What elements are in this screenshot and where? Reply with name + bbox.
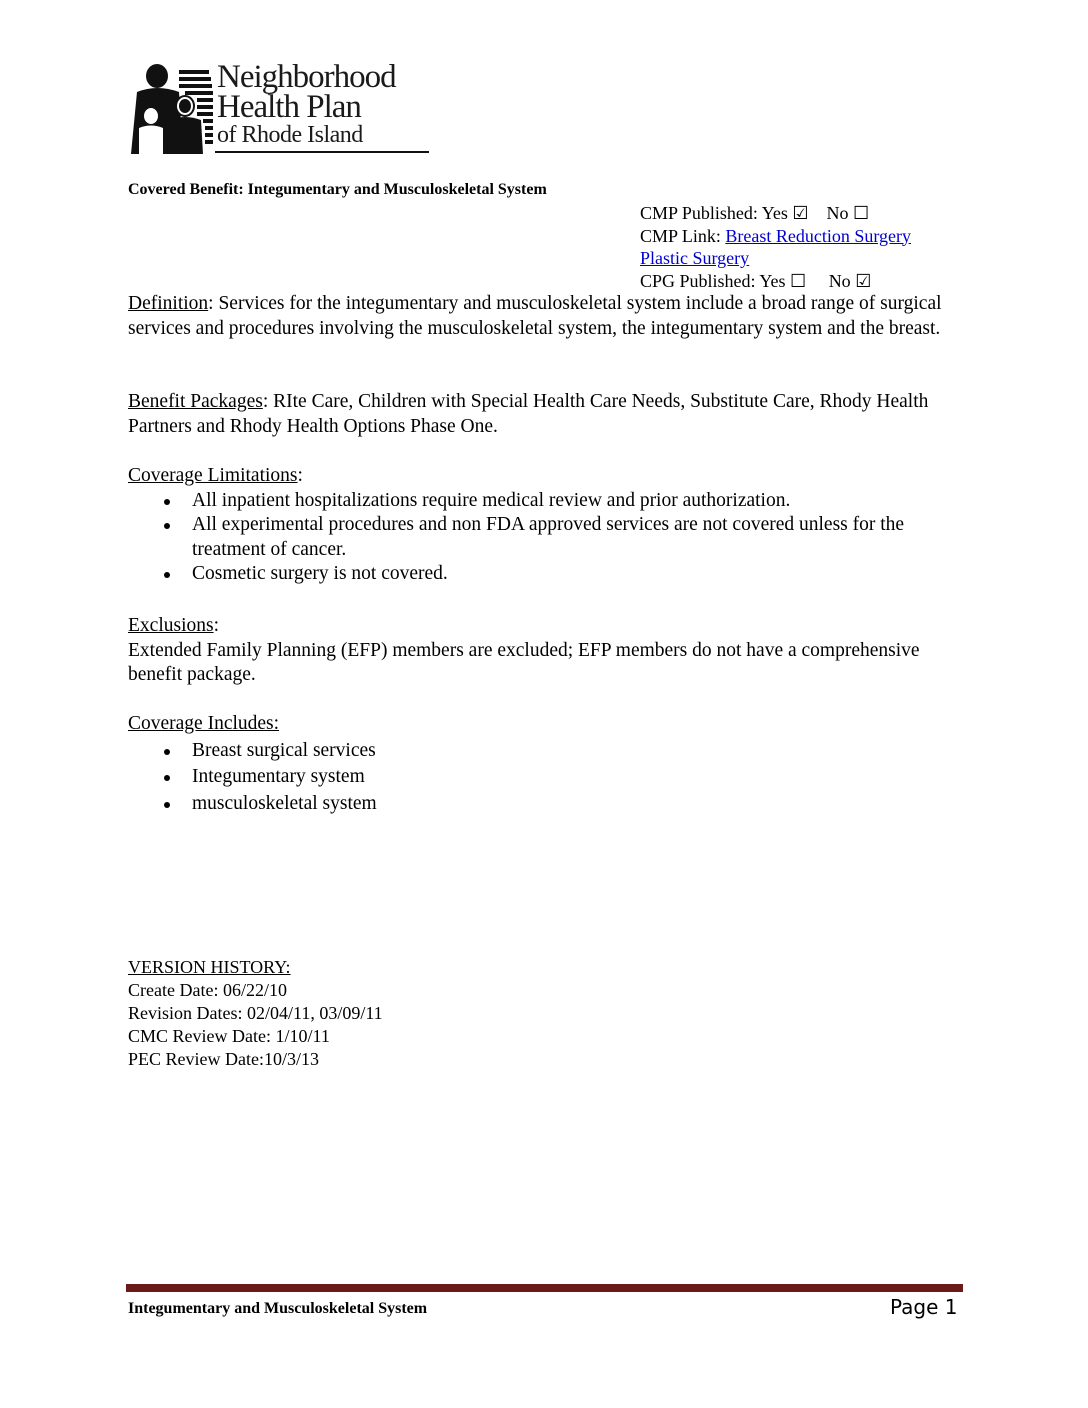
exclusions-heading-line	[128, 614, 958, 639]
cpg-published-line	[640, 270, 911, 293]
cmp-published-label: CMP Published: Yes	[640, 203, 788, 223]
family-silhouette-icon	[127, 62, 215, 154]
list-item: Cosmetic surgery is not covered.	[128, 562, 958, 587]
version-history-line: PEC Review Date:10/3/13	[128, 1049, 319, 1069]
footer-title: Integumentary and Musculoskeletal System	[128, 1300, 428, 1317]
definition-section	[128, 292, 958, 341]
exclusions-colon: :	[213, 615, 220, 636]
coverage-limitations-colon: :	[297, 465, 303, 486]
logo-line-2: Health Plan	[217, 89, 361, 125]
definition-text: : Services for the integumentary and musculoskeletal system include a broad range of surgical services and procedures involving the musculoskeletal system, the integumentary system and the breast.	[128, 293, 942, 339]
coverage-limitations-heading: Coverage Limitations	[128, 465, 298, 486]
list-item: All inpatient hospitalizations require medical review and prior authorization.	[128, 489, 958, 514]
version-history-section	[128, 956, 383, 1071]
benefit-packages-heading: Benefit Packages	[128, 391, 263, 412]
logo-line-1: Neighborhood	[217, 59, 396, 95]
version-history-line: Revision Dates: 02/04/11, 03/09/11	[128, 1003, 383, 1023]
footer-divider	[126, 1284, 963, 1292]
benefit-packages-text: : RIte Care, Children with Special Health Care Needs, Substitute Care, Rhody Health Partners and Rhody Health Options Phase One.	[128, 391, 929, 437]
version-history-line: CMC Review Date: 1/10/11	[128, 1026, 330, 1046]
list-item: musculoskeletal system	[128, 792, 958, 817]
benefit-packages-section	[128, 390, 958, 439]
cmp-link-line-2	[640, 247, 911, 270]
definition-heading: Definition	[128, 293, 209, 314]
logo-wordmark	[217, 59, 396, 148]
page-number: Page 1	[890, 1295, 958, 1319]
cmp-link-label: CMP Link:	[640, 225, 721, 246]
cpg-no-checked-box-icon: ☑	[855, 270, 872, 291]
cpg-yes-empty-box-icon: ☐	[790, 270, 807, 291]
version-history-line: Create Date: 06/22/10	[128, 980, 287, 1000]
cmp-no-empty-box-icon: ☐	[853, 203, 870, 223]
list-item: Breast surgical services	[128, 739, 958, 764]
logo-underline	[215, 151, 429, 153]
coverage-includes-heading: Coverage Includes:	[128, 713, 280, 734]
cmp-published-line	[640, 202, 911, 225]
list-item: All experimental procedures and non FDA approved services are not covered unless for the treatment of cancer.	[128, 513, 958, 562]
plastic-surgery-link[interactable]: Plastic Surgery	[640, 248, 750, 268]
nhp-logo	[127, 59, 432, 154]
coverage-includes-section	[128, 712, 958, 816]
cmp-no-label: No	[826, 203, 849, 223]
covered-benefit-title: Covered Benefit: Integumentary and Musculoskeletal System	[128, 181, 547, 198]
coverage-limitations-section	[128, 464, 958, 587]
list-item: Integumentary system	[128, 765, 958, 790]
cmp-status-block	[640, 202, 911, 292]
coverage-includes-list	[128, 739, 958, 817]
breast-reduction-surgery-link[interactable]: Breast Reduction Surgery	[725, 225, 911, 246]
exclusions-heading: Exclusions	[128, 615, 214, 636]
cmp-link-line	[640, 225, 911, 248]
cpg-no-label: No	[828, 270, 851, 291]
cpg-published-label: CPG Published: Yes	[640, 270, 786, 291]
version-history-heading: VERSION HISTORY:	[128, 957, 291, 977]
coverage-limitations-heading-line	[128, 464, 958, 489]
exclusions-section	[128, 614, 958, 688]
cmp-yes-checked-box-icon: ☑	[792, 203, 809, 223]
exclusions-text: Extended Family Planning (EFP) members are excluded; EFP members do not have a comprehensive benefit package.	[128, 639, 920, 685]
logo-line-3: of Rhode Island	[217, 122, 363, 148]
coverage-limitations-list	[128, 489, 958, 587]
